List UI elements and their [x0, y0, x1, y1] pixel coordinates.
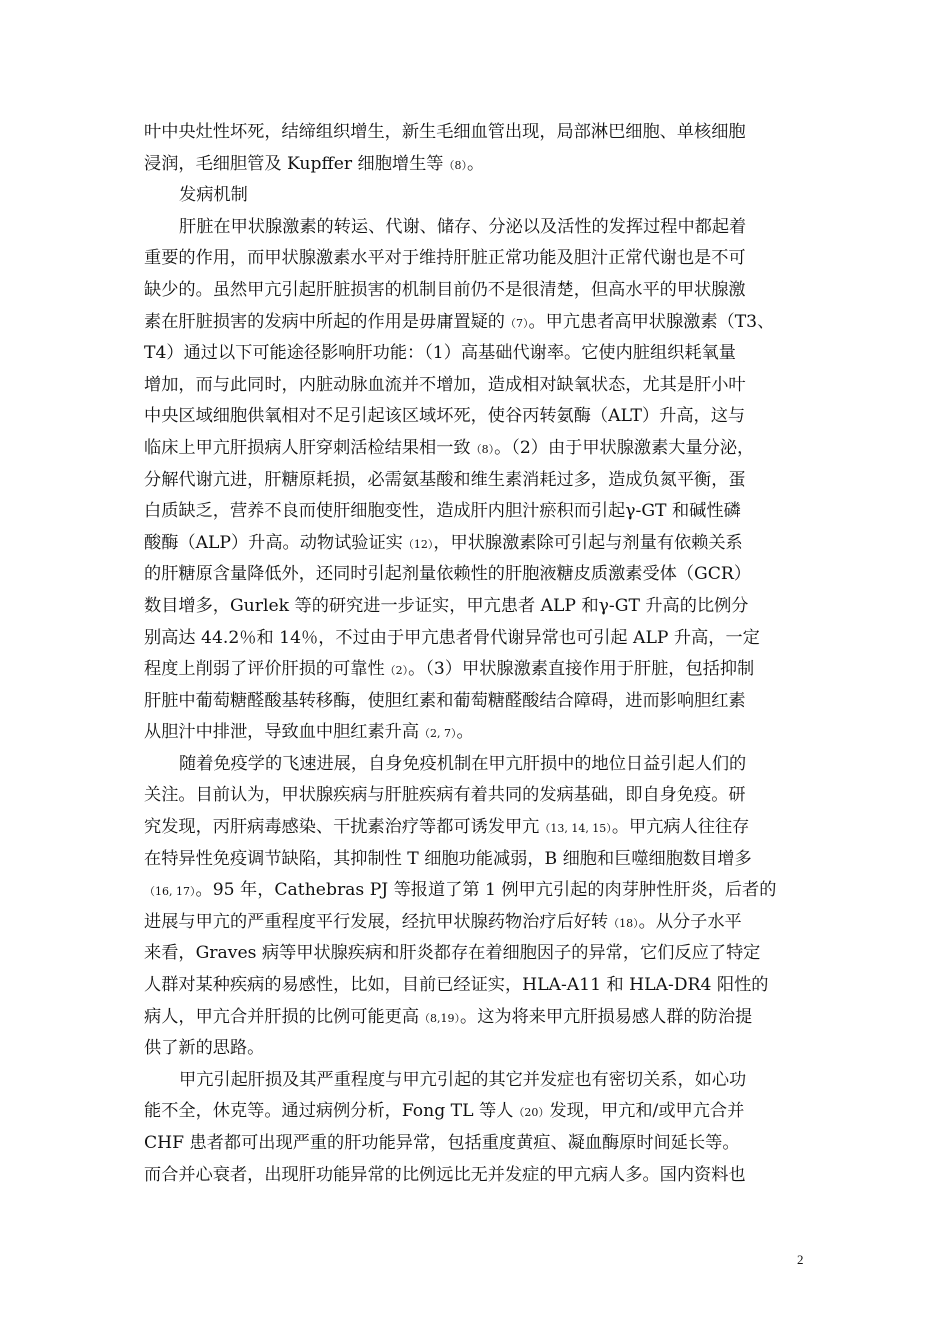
text-line: 别高达 44.2％和 14％，不过由于甲亢患者骨代谢异常也可引起 ALP 升高，一定	[144, 627, 760, 648]
text-line: 进展与甲亢的严重程度平行发展，经抗甲状腺药物治疗后好转（18）。从分子水平	[144, 911, 742, 932]
text-line: 酸酶（ALP）升高。动物试验证实（12），甲状腺激素除可引起与剂量有依赖关系	[144, 532, 743, 553]
text-line: 缺少的。虽然甲亢引起肝脏损害的机制目前仍不是很清楚，但高水平的甲状腺激	[144, 279, 746, 300]
text-line: 关注。目前认为，甲状腺疾病与肝脏疾病有着共同的发病基础，即自身免疫。研	[144, 785, 746, 806]
body-text	[144, 117, 810, 1191]
text-line: 从胆汁中排泄，导致血中胆红素升高（2, 7）。	[144, 722, 474, 743]
text-line: 素在肝脏损害的发病中所起的作用是毋庸置疑的（7）。甲亢患者高甲状腺激素（T3、	[144, 311, 775, 332]
text-line: 人群对某种疾病的易感性，比如，目前已经证实，HLA-A11 和 HLA-DR4 阳性的	[144, 975, 769, 996]
citation: （8,19）	[419, 1011, 461, 1025]
section-heading: 发病机制	[179, 185, 248, 206]
text-line: 肝脏中葡萄糖醛酸基转移酶，使胆红素和葡萄糖醛酸结合障碍，进而影响胆红素	[144, 690, 746, 711]
text-line: 而合并心衰者，出现肝功能异常的比例远比无并发症的甲亢病人多。国内资料也	[144, 1164, 746, 1185]
citation: （8）	[443, 158, 467, 172]
text-line: 究发现，丙肝病毒感染、干扰素治疗等都可诱发甲亢（13, 14, 15）。甲亢病人往往存	[144, 817, 750, 838]
citation: （13, 14, 15）	[539, 822, 612, 836]
citation: （16, 17）	[144, 885, 196, 899]
text-line: 重要的作用，而甲状腺激素水平对于维持肝脏正常功能及胆汁正常代谢也是不可	[144, 248, 746, 269]
text-line: 中央区域细胞供氧相对不足引起该区域坏死，使谷丙转氨酶（ALT）升高，这与	[144, 406, 746, 427]
text-line: 病人，甲亢合并肝损的比例可能更高（8,19）。这为将来甲亢肝损易感人群的防治提	[144, 1006, 753, 1027]
citation: （20）	[513, 1106, 550, 1120]
text-line: 能不全，休克等。通过病例分析，Fong TL 等人（20）发现，甲亢和/或甲亢合并	[144, 1101, 745, 1122]
text-line: 随着免疫学的飞速进展，自身免疫机制在甲亢肝损中的地位日益引起人们的	[179, 753, 747, 774]
text-line: 的肝糖原含量降低外，还同时引起剂量依赖性的肝胞液糖皮质激素受体（GCR）	[144, 564, 752, 585]
text-line: 肝脏在甲状腺激素的转运、代谢、储存、分泌以及活性的发挥过程中都起着	[179, 216, 747, 237]
text-line: T4）通过以下可能途径影响肝功能：（1）高基础代谢率。它使内脏组织耗氧量	[144, 343, 736, 364]
citation: （8）	[470, 442, 495, 456]
text-line: 来看，Graves 病等甲状腺疾病和肝炎都存在着细胞因子的异常，它们反应了特定	[144, 943, 761, 964]
text-line: 分解代谢亢进，肝糖原耗损，必需氨基酸和维生素消耗过多，造成负氮平衡，蛋	[144, 469, 746, 490]
text-line: 数目增多，Gurlek 等的研究进一步证实，甲亢患者 ALP 和γ-GT 升高的比例分	[144, 595, 749, 616]
citation: （7）	[504, 316, 529, 330]
citation: （2）	[384, 664, 409, 678]
citation: （12）	[402, 537, 434, 551]
text-line: （16, 17）。95 年，Cathebras PJ 等报道了第 1 例甲亢引起的肉芽肿性肝炎，后者的	[144, 880, 777, 901]
citation: （18）	[608, 916, 639, 930]
citation: （2, 7）	[419, 727, 457, 741]
text-line: 白质缺乏，营养不良而使肝细胞变性，造成肝内胆汁瘀积而引起γ-GT 和碱性磷	[144, 501, 741, 522]
text-line: CHF 患者都可出现严重的肝功能异常，包括重度黄疸、凝血酶原时间延长等。	[144, 1133, 740, 1153]
text-line: 在特异性免疫调节缺陷，其抑制性 T 细胞功能减弱，B 细胞和巨噬细胞数目增多	[144, 848, 752, 869]
text-line: 甲亢引起肝损及其严重程度与甲亢引起的其它并发症也有密切关系，如心功	[179, 1069, 747, 1090]
text-line: 程度上削弱了评价肝损的可靠性（2）。（3）甲状腺激素直接作用于肝脏，包括抑制	[144, 659, 755, 680]
text-line: 叶中央灶性坏死，结缔组织增生，新生毛细血管出现，局部淋巴细胞、单核细胞	[144, 122, 746, 142]
text-line: 浸润，毛细胆管及 Kupffer 细胞增生等（8）。	[144, 153, 485, 174]
text-line: 临床上甲亢肝损病人肝穿刺活检结果相一致（8）。（2）由于甲状腺激素大量分泌，	[144, 437, 755, 458]
text-line: 增加，而与此同时，内脏动脉血流并不增加，造成相对缺氧状态，尤其是肝小叶	[144, 374, 746, 395]
text-line: 供了新的思路。	[144, 1038, 265, 1059]
page-number: 2	[797, 1252, 804, 1267]
